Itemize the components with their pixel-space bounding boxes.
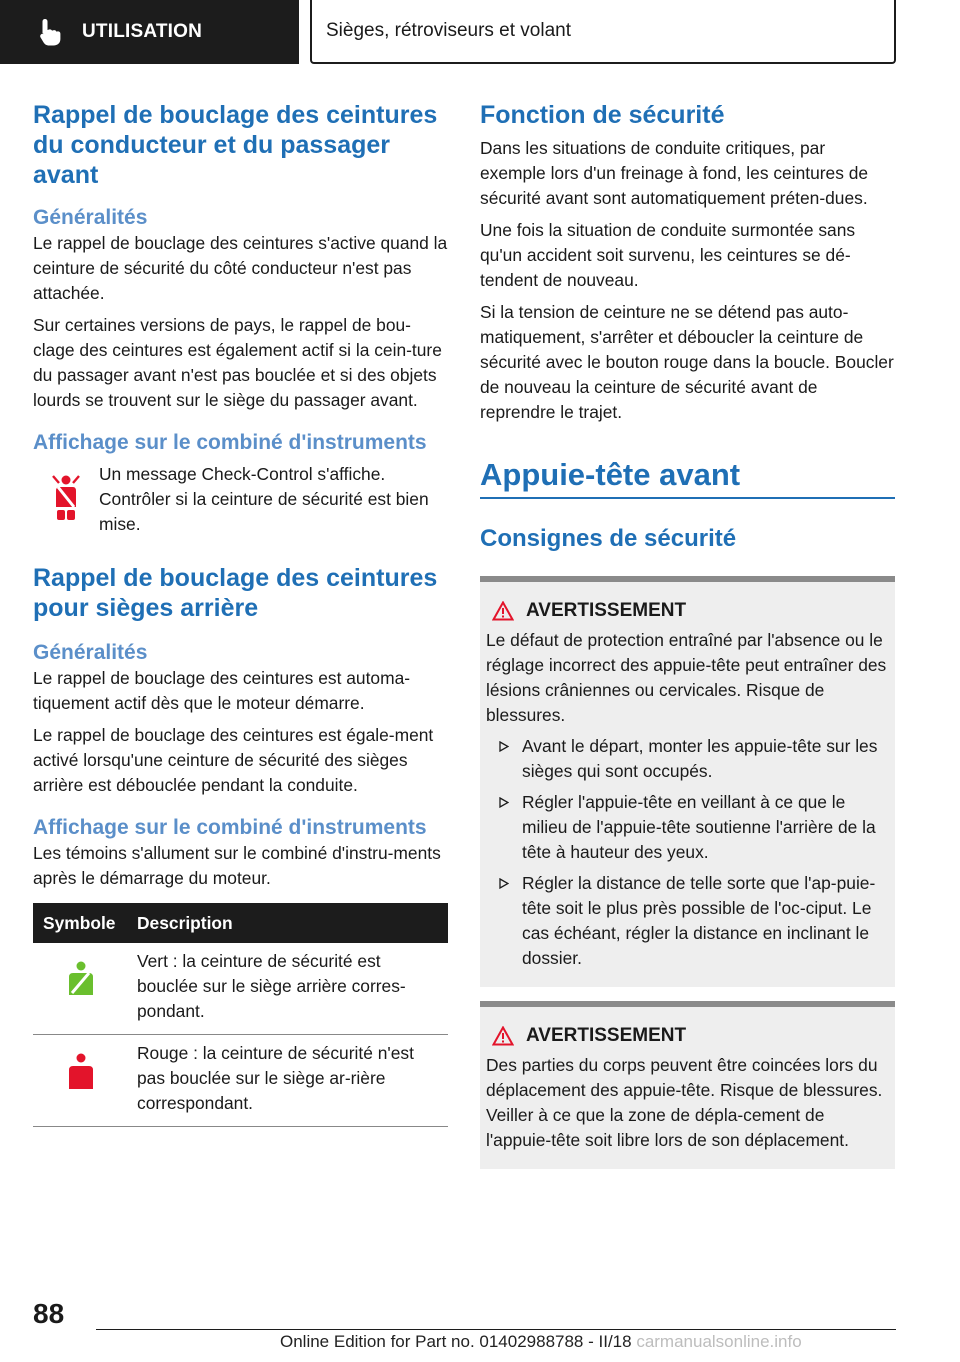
- list-item: [486, 871, 887, 971]
- paragraph: Le rappel de bouclage des ceintures s'active quand la ceinture de sécurité du côté conducteur n'est pas attachée.: [33, 233, 448, 303]
- heading-rear-seatbelt-reminder: Rappel de bouclage des ceintures pour sièges arrière: [33, 564, 438, 622]
- arrow-right-icon: [499, 741, 509, 752]
- heading-instrument-display-1: Affichage sur le combiné d'instruments: [33, 431, 427, 454]
- chapter-title: Sièges, rétroviseurs et volant: [326, 20, 572, 41]
- right-column: [480, 100, 895, 1169]
- warning-triangle-icon: [492, 1026, 514, 1046]
- list-item-text: Régler l'appuie-tête en veillant à ce que le milieu de l'appuie-tête soutienne l'arrière de la tête à hauteur des yeux.: [522, 792, 876, 862]
- heading-instrument-display-2: Affichage sur le combiné d'instruments: [33, 816, 427, 839]
- footer-edition: [280, 1332, 802, 1352]
- table-row: [33, 943, 448, 1035]
- seatbelt-red-icon: [66, 1053, 96, 1091]
- warning-text: Des parties du corps peuvent être coincées lors du déplacement des appuie-tête. Risque de blessures. Veiller à ce que la zone de dépla-cement de l'appuie-tête soit libre lors de son déplacement.: [486, 1055, 883, 1150]
- left-column: [33, 100, 448, 1127]
- heading-safety-function: Fonction de sécurité: [480, 101, 725, 129]
- paragraph: Le rappel de bouclage des ceintures est automa-tiquement actif dès que le moteur démarre.: [33, 668, 411, 713]
- seatbelt-green-icon: [66, 961, 96, 997]
- column-header-symbol: Symbole: [33, 903, 129, 943]
- arrow-right-icon: [499, 878, 509, 889]
- page-number: 88: [33, 1298, 65, 1329]
- heading-front-seatbelt-reminder: Rappel de bouclage des ceintures du conducteur et du passager avant: [33, 101, 438, 189]
- watermark: carmanualsonline.info: [636, 1332, 802, 1351]
- table-cell-description: Vert : la ceinture de sécurité est bouclée sur le siège arrière corres-pondant.: [137, 951, 406, 1021]
- paragraph: Les témoins s'allument sur le combiné d'instru-ments après le démarrage du moteur.: [33, 843, 441, 888]
- paragraph: Une fois la situation de conduite surmontée sans qu'un accident soit survenu, les ceintures se dé-tendent de nouveau.: [480, 220, 856, 290]
- seatbelt-warning-icon: [51, 474, 81, 522]
- warning-title: AVERTISSEMENT: [526, 600, 687, 621]
- list-item-text: Avant le départ, monter les appuie-tête sur les sièges qui sont occupés.: [522, 736, 878, 781]
- warning-list: [486, 734, 887, 971]
- hand-pointer-icon: [38, 17, 64, 47]
- heading-safety-notes: Consignes de sécurité: [480, 525, 737, 552]
- paragraph: Un message Check-Control s'affiche. Contrôler si la ceinture de sécurité est bien mise.: [99, 464, 429, 534]
- header-section-tab: [0, 0, 299, 64]
- paragraph: Si la tension de ceinture ne se détend pas auto-matiquement, s'arrêter et déboucler la ceinture de sécurité avec le bouton rouge dans la boucle. Boucler de nouveau la ceinture de sécurité avant de reprendre le trajet.: [480, 302, 894, 422]
- paragraph: Le rappel de bouclage des ceintures est égale-ment activé lorsqu'une ceinture de sécurité des sièges arrière est débouclée pendant la conduite.: [33, 725, 434, 795]
- heading-general-2: Généralités: [33, 641, 148, 664]
- warning-box-1: [480, 576, 895, 987]
- header-chapter-tab: [310, 0, 896, 64]
- list-item-text: Régler la distance de telle sorte que l'ap-puie-tête soit le plus près possible de l'oc-ciput. Le cas échéant, régler la distance en inclinant le dossier.: [522, 873, 876, 968]
- table-cell-description: Rouge : la ceinture de sécurité n'est pas bouclée sur le siège ar-rière correspondant.: [137, 1043, 414, 1113]
- warning-title: AVERTISSEMENT: [526, 1025, 687, 1046]
- arrow-right-icon: [499, 797, 509, 808]
- footer-rule: [96, 1329, 896, 1330]
- table-header-row: [33, 903, 448, 943]
- check-control-info: [33, 462, 448, 537]
- symbol-table: [33, 903, 448, 1127]
- heading-rule: [480, 497, 895, 499]
- section-title: UTILISATION: [82, 21, 203, 42]
- paragraph: Dans les situations de conduite critiques, par exemple lors d'un freinage à fond, les ceintures de sécurité avant sont automatiquement préten-dues.: [480, 138, 869, 208]
- table-row: [33, 1035, 448, 1127]
- column-header-description: Description: [129, 903, 448, 943]
- warning-triangle-icon: [492, 601, 514, 621]
- edition-text: Online Edition for Part no. 01402988788 - II/18: [280, 1332, 632, 1351]
- warning-box-2: [480, 1001, 895, 1169]
- list-item: [486, 734, 887, 784]
- heading-general-1: Généralités: [33, 206, 148, 229]
- heading-front-headrest: Appuie-tête avant: [480, 457, 741, 492]
- warning-text: Le défaut de protection entraîné par l'absence ou le réglage incorrect des appuie-tête peut entraîner des lésions crâniennes ou cervicales. Risque de blessures.: [486, 630, 887, 725]
- list-item: [486, 790, 887, 865]
- paragraph: Sur certaines versions de pays, le rappel de bou-clage des ceintures est également actif si la cein-ture du passager avant n'est pas bouclée et si des objets lourds se trouvent sur le siège du passager avant.: [33, 315, 442, 410]
